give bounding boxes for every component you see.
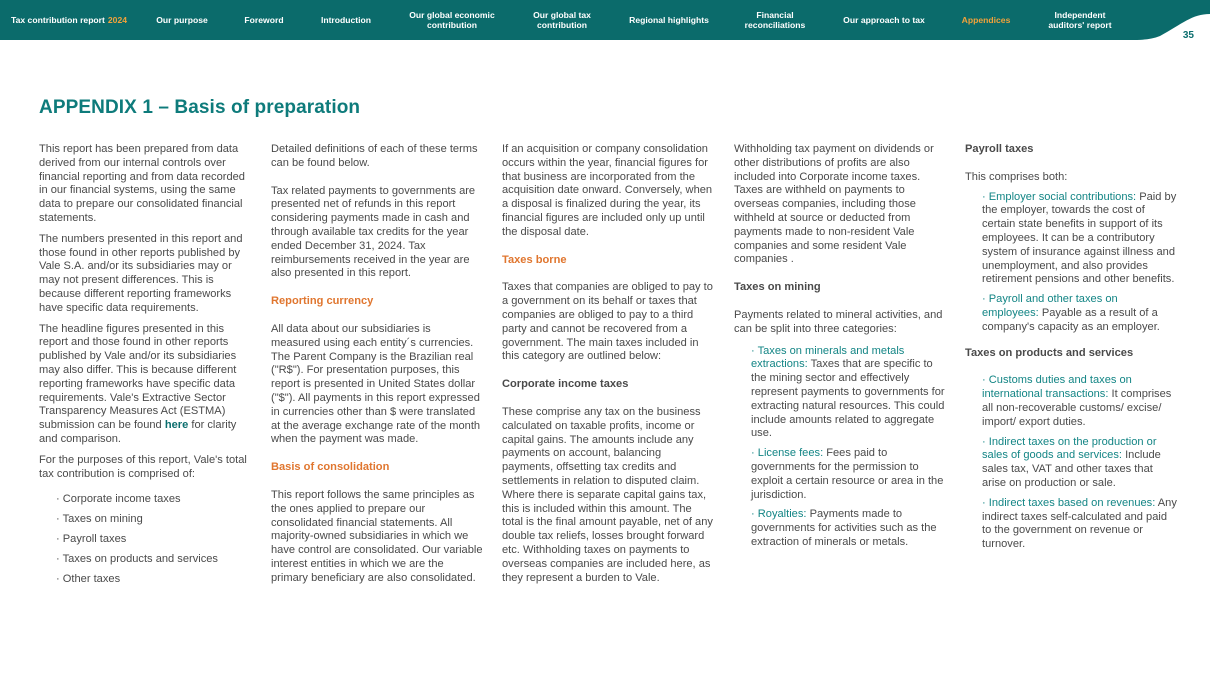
list-item: · Payroll taxes <box>56 532 127 545</box>
list-item <box>982 374 1177 429</box>
nav-item-approach-to-tax[interactable]: Our approach to tax <box>843 15 925 25</box>
page-number: 35 <box>1182 30 1194 41</box>
page-title: APPENDIX 1 – Basis of preparation <box>39 97 361 118</box>
nav-item-regional-highlights[interactable]: Regional highlights <box>629 15 709 25</box>
payroll-taxes-heading: Payroll taxes <box>965 143 1034 155</box>
nav-item-foreword[interactable]: Foreword <box>244 15 284 25</box>
list-item <box>982 191 1177 288</box>
corporate-income-taxes-heading: Corporate income taxes <box>502 378 629 391</box>
nav-item-global-economic-contribution[interactable]: Our global economic contribution <box>409 10 495 30</box>
payroll-intro: This comprises both: <box>965 170 1068 183</box>
acquisition-paragraph: If an acquisition or company consolidation occurs within the year, financial figures for that business are incorporated from the acquisition date onward. Conversely, when a disposal is finalized during the year, its financial figures are included only up until the disposal date. <box>502 143 713 238</box>
headline-figures-end: for clarity and comparison. <box>39 419 237 445</box>
item-term: · Indirect taxes based on revenues: <box>982 496 1156 509</box>
reporting-currency-paragraph: All data about our subsidiaries is measured using each entity´s currencies. The Parent Company is the Brazilian real ("R$"). For presentation purposes, this report is presented in United States dollar ("$"). All payments in this report expressed in currencies other than $ were translated at the average exchange rate of the month when the payment was made. <box>271 322 481 446</box>
taxes-borne-heading: Taxes borne <box>502 253 567 266</box>
basis-of-consolidation-paragraph: This report follows the same principles as the ones applied to prepare our consolidated financial statements. All majority-owned subsidiaries in which we have control are consolidated. Our variable interest entities in which we are the primary beneficiary are also consolidated. <box>271 488 483 584</box>
item-description: Any indirect taxes self-calculated and paid to the government on revenue or turnover. <box>982 496 1177 551</box>
nav-item-appendices[interactable]: Appendices <box>961 15 1011 25</box>
column-3 <box>502 143 714 592</box>
top-navigation-bar <box>0 0 1210 40</box>
column-4 <box>734 143 946 556</box>
tax-type-list <box>56 493 253 586</box>
column-5 <box>965 143 1177 558</box>
taxes-borne-paragraph: Taxes that companies are obliged to pay to a government on its behalf or taxes that companies are obliged to pay to a third party and cannot be recovered from a government. The main taxes included in this category are outlined below: <box>502 281 713 363</box>
column-1 <box>39 143 253 592</box>
item-description: Taxes that are specific to the mining sector and effectively represent payments to governments for extracting natural resources. This could include amounts related to aggregate use. <box>751 358 945 440</box>
item-term: · Taxes on minerals and metals extractions: <box>751 344 905 371</box>
headline-figures-paragraph <box>39 323 253 447</box>
item-term: · Employer social contributions: <box>982 190 1137 203</box>
nav-item-independent-auditors-report[interactable]: Independent auditors' report <box>1048 10 1112 30</box>
nav-item-global-tax-contribution[interactable]: Our global tax contribution <box>533 10 591 30</box>
nav-item-introduction[interactable]: Introduction <box>320 15 372 25</box>
item-description: Payments made to governments for activities such as the extraction of minerals or metals. <box>751 508 937 548</box>
list-item: · Other taxes <box>56 572 121 585</box>
item-description: Paid by the employer, towards the cost of certain state benefits in support of its employees. It can be a contributory system of insurance against illness and unemployment, and also provides retirement pensions and other benefits. <box>982 190 1177 286</box>
estma-link[interactable]: here <box>164 419 189 432</box>
total-tax-intro: For the purposes of this report, Vale's total tax contribution is comprised of: <box>39 453 247 480</box>
item-term: · Indirect taxes on the production or sales of goods and services: <box>982 435 1157 462</box>
intro-paragraph: This report has been prepared from data derived from our internal controls over financial reporting and from data recorded in our financial systems, using the same data to prepare our consolidated financial statements. <box>39 143 245 224</box>
list-item: · Corporate income taxes <box>56 493 181 506</box>
headline-figures-text: The headline figures presented in this report and those found in other reports published by Vale and/or its subsidiaries may also differ. This is because different reporting frameworks have specific data requirements. Vale's Extractive Sector Transparency Measures Act (ESTMA) submission can be found <box>39 322 237 432</box>
list-item <box>751 508 946 549</box>
list-item <box>751 345 946 442</box>
withholding-tax-paragraph: Withholding tax payment on dividends or other distributions of profits are also included into Corporate income taxes. Taxes are withheld on payments to overseas companies, including those withheld at source or deducted from payments made to non-resident Vale companies and some resident Vale companies . <box>734 143 934 266</box>
list-item <box>982 293 1177 334</box>
item-term: · Customs duties and taxes on international transactions: <box>982 374 1132 401</box>
differences-paragraph: The numbers presented in this report and those found in other reports published by Vale S.A. and/or its subsidiaries may or may not present differences. This is because different reporting frameworks have specific data requirements. <box>39 232 243 314</box>
column-2 <box>271 143 483 593</box>
item-description: Include sales tax, VAT and other taxes that arise on production or sale. <box>982 449 1161 489</box>
item-term: · Payroll and other taxes on employees: <box>982 293 1118 319</box>
list-item: · Taxes on mining <box>56 513 143 526</box>
brand-year: 2024 <box>107 15 128 25</box>
nav-item-our-purpose[interactable]: Our purpose <box>156 15 208 25</box>
brand-text: Tax contribution report <box>11 15 105 25</box>
reporting-currency-heading: Reporting currency <box>271 295 374 308</box>
taxes-on-mining-paragraph: Payments related to mineral activities, and can be split into three categories: <box>734 308 943 335</box>
item-description: It comprises all non-recoverable customs/ excise/ import/ export duties. <box>982 388 1172 428</box>
list-item <box>982 436 1177 491</box>
item-description: Fees paid to governments for the permission to exploit a certain resource or area in the jurisdiction. <box>751 447 944 501</box>
taxes-on-mining-heading: Taxes on mining <box>734 281 821 294</box>
net-refunds-paragraph: Tax related payments to governments are presented net of refunds in this report considering payments made in cash and through available tax credits for the year ended December 31, 2024. Tax reimbursements received in the year are also presented in this report. <box>271 184 476 280</box>
basis-of-consolidation-heading: Basis of consolidation <box>271 461 390 474</box>
list-item <box>982 497 1177 552</box>
corporate-income-taxes-paragraph: These comprise any tax on the business calculated on taxable profits, income or capital gains. The amounts include any payments on account, balancing payments, offsetting tax credits and settlements in relation to disputed claim. Where there is separate capital gains tax, this is included within this amount. The total is the final amount payable, net of any double tax reliefs, losses brought forward etc. Withholding taxes on payments to overseas companies are included here, as they represent a burden to Vale. <box>502 405 713 584</box>
definitions-paragraph: Detailed definitions of each of these terms can be found below. <box>271 143 478 169</box>
list-item: · Taxes on products and services <box>56 552 218 565</box>
nav-item-financial-reconciliations[interactable]: Financial reconciliations <box>744 10 806 30</box>
taxes-on-products-heading: Taxes on products and services <box>965 346 1134 359</box>
item-description: Payable as a result of a company's capacity as an employer. <box>982 306 1160 333</box>
list-item <box>751 447 946 502</box>
item-term: · Royalties: <box>751 508 807 521</box>
report-brand-label[interactable] <box>11 0 127 40</box>
item-term: · License fees: <box>751 447 824 460</box>
